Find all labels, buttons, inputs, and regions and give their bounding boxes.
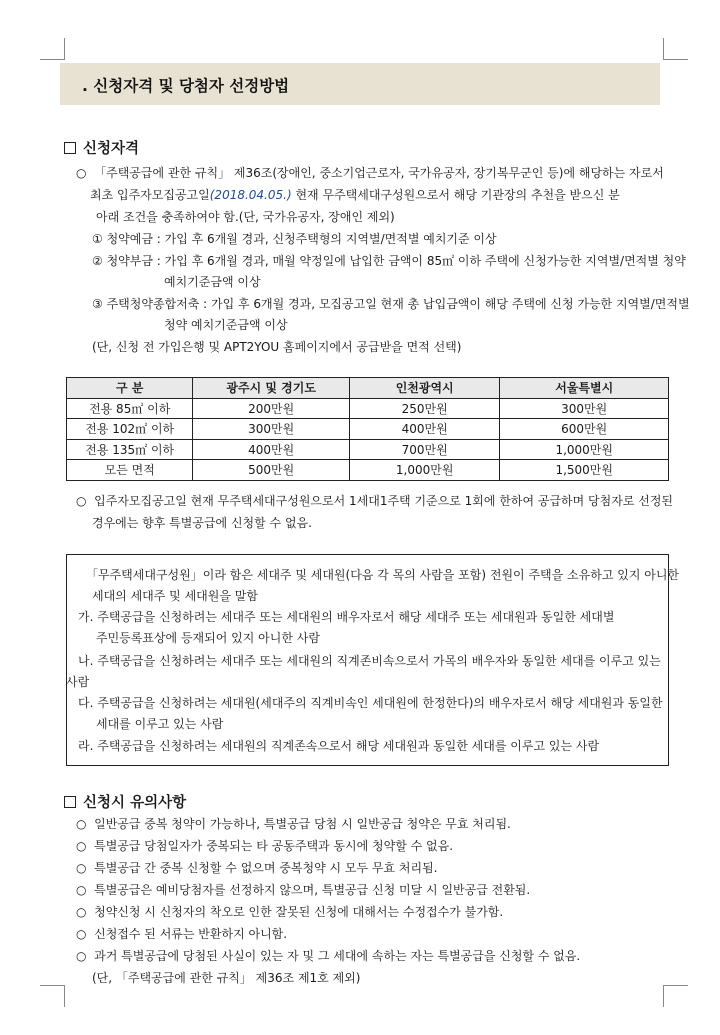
crop-mark-top-right-h — [664, 59, 688, 60]
lead-text: 현재 무주택세대구성원으로서 해당 기관장의 추천을 받으신 분 — [291, 188, 620, 202]
lead-text: 「주택공급에 관한 규칙」 제36조(장애인, 중소기업근로자, 국가유공자, 장기복무군인 등)에 해당하는 자로서 — [94, 166, 664, 180]
circle-bullet-icon: ○ — [76, 166, 87, 180]
condition-2-cont: 예치기준금액 이상 — [164, 275, 261, 289]
lead-line-1 — [76, 164, 664, 181]
announcement-date: (2018.04.05.) — [209, 188, 292, 202]
list-item — [76, 815, 511, 832]
table-cell: 400만원 — [349, 419, 500, 440]
table-cell: 250만원 — [349, 398, 500, 419]
checkbox-square-icon — [64, 142, 76, 154]
section-title-eligibility — [64, 137, 139, 158]
list-item — [76, 837, 453, 854]
after-table-line-1 — [76, 492, 673, 509]
table-cell: 1,000만원 — [500, 439, 669, 460]
definition-line-2: 세대의 세대주 및 세대원을 말함 — [92, 589, 258, 603]
crop-mark-top-right-v — [663, 38, 664, 60]
table-header-cell: 구 분 — [67, 378, 193, 399]
circle-bullet-icon: ○ — [76, 949, 87, 963]
table-row — [67, 460, 669, 481]
list-item-text: 청약신청 시 신청자의 착오로 인한 잘못된 신청에 대해서는 수정접수가 불가함. — [94, 905, 504, 919]
circle-bullet-icon: ○ — [76, 817, 87, 831]
list-item-text: 일반공급 중복 청약이 가능하나, 특별공급 당첨 시 일반공급 청약은 무효 처리됨. — [94, 817, 511, 831]
section-title-text: 신청자격 — [83, 141, 140, 157]
table-row — [67, 398, 669, 419]
definition-da: 다. 주택공급을 신청하려는 세대원(세대주의 직계비속인 세대원에 한정한다)의 배우자로서 해당 세대원과 동일한 — [78, 696, 663, 710]
list-item-text: 신청접수 된 서류는 반환하지 아니함. — [94, 927, 288, 941]
table-cell: 200만원 — [193, 398, 350, 419]
list-item — [76, 903, 503, 920]
table-row — [67, 419, 669, 440]
definition-da-cont: 세대를 이루고 있는 사람 — [96, 717, 224, 731]
table-row — [67, 439, 669, 460]
list-item-text: 과거 특별공급에 당첨된 사실이 있는 자 및 그 세대에 속하는 자는 특별공급을 신청할 수 없음. — [94, 949, 581, 963]
circle-bullet-icon: ○ — [76, 927, 87, 941]
definition-line-1: 「무주택세대구성원」이라 함은 세대주 및 세대원(다음 각 목의 사람을 포함) 전원이 주택을 소유하고 있지 아니한 — [86, 568, 680, 582]
definition-na-cont: 사람 — [66, 675, 90, 689]
table-cell: 모든 면적 — [67, 460, 193, 481]
definition-na: 나. 주택공급을 신청하려는 세대주 또는 세대원의 직계존비속으로서 가목의 배우자와 동일한 세대를 이루고 있는 — [78, 654, 661, 668]
definition-ga-cont: 주민등록표상에 등재되어 있지 아니한 사람 — [96, 631, 320, 645]
crop-mark-bottom-right-v — [663, 985, 664, 1007]
table-header-cell: 인천광역시 — [349, 378, 500, 399]
crop-mark-top-left-h — [40, 59, 64, 60]
table-header-cell: 광주시 및 경기도 — [193, 378, 350, 399]
circle-bullet-icon: ○ — [76, 861, 87, 875]
condition-3-cont: 청약 예치기준금액 이상 — [164, 318, 288, 332]
table-cell: 1,000만원 — [349, 460, 500, 481]
table-header-cell: 서울특별시 — [500, 378, 669, 399]
crop-mark-top-left-v — [64, 38, 65, 60]
table-cell: 전용 85㎡ 이하 — [67, 398, 193, 419]
table-cell: 700만원 — [349, 439, 500, 460]
crop-mark-bottom-right-h — [664, 985, 688, 986]
lead-line-3: 아래 조건을 충족하여야 함.(단, 국가유공자, 장애인 제외) — [96, 210, 395, 224]
table-cell: 전용 102㎡ 이하 — [67, 419, 193, 440]
list-item — [76, 881, 530, 898]
circle-bullet-icon: ○ — [76, 905, 87, 919]
circle-bullet-icon: ○ — [76, 494, 87, 508]
definition-ra: 라. 주택공급을 신청하려는 세대원의 직계존속으로서 해당 세대원과 동일한 세대를 이루고 있는 사람 — [78, 739, 600, 753]
list-item — [76, 859, 437, 876]
table-cell: 400만원 — [193, 439, 350, 460]
section-header-band — [60, 63, 660, 105]
list-item-text: 특별공급은 예비당첨자를 선정하지 않으며, 특별공급 신청 미달 시 일반공급 전환됨. — [94, 883, 531, 897]
list-item — [76, 947, 580, 964]
section-title-notes — [64, 791, 186, 812]
table-header-row — [67, 378, 669, 399]
circle-bullet-icon: ○ — [76, 839, 87, 853]
after-table-line-2: 경우에는 향후 특별공급에 신청할 수 없음. — [92, 516, 312, 530]
list-item-note: (단, 「주택공급에 관한 규칙」 제36조 제1호 제외) — [92, 971, 361, 985]
condition-note: (단, 신청 전 가입은행 및 APT2YOU 홈페이지에서 공급받을 면적 선택) — [92, 340, 462, 354]
table-cell: 300만원 — [193, 419, 350, 440]
list-item — [76, 925, 287, 942]
table-cell: 500만원 — [193, 460, 350, 481]
lead-line-2 — [90, 186, 620, 203]
lead-text: 최초 입주자모집공고일 — [90, 188, 210, 202]
table-cell: 전용 135㎡ 이하 — [67, 439, 193, 460]
condition-1: ① 청약예금 : 가입 후 6개월 경과, 신청주택형의 지역별/면적별 예치기준 이상 — [92, 232, 497, 246]
definition-ga: 가. 주택공급을 신청하려는 세대주 또는 세대원의 배우자로서 해당 세대주 또는 세대원과 동일한 세대별 — [78, 610, 615, 624]
table-cell: 1,500만원 — [500, 460, 669, 481]
list-item-text: 특별공급 당첨일자가 중복되는 타 공동주택과 동시에 청약할 수 없음. — [94, 839, 454, 853]
crop-mark-bottom-left-v — [64, 985, 65, 1007]
crop-mark-bottom-left-h — [40, 985, 64, 986]
condition-2: ② 청약부금 : 가입 후 6개월 경과, 매월 약정일에 납입한 금액이 85㎡ 이하 주택에 신청가능한 지역별/면적별 청약 — [92, 254, 686, 268]
after-table-text: 입주자모집공고일 현재 무주택세대구성원으로서 1세대1주택 기준으로 1회에 한하여 공급하며 당첨자로 선정된 — [94, 494, 674, 508]
list-item-text: 특별공급 간 중복 신청할 수 없으며 중복청약 시 모두 무효 처리됨. — [94, 861, 438, 875]
circle-bullet-icon: ○ — [76, 883, 87, 897]
table-cell: 600만원 — [500, 419, 669, 440]
table-cell: 300만원 — [500, 398, 669, 419]
checkbox-square-icon — [64, 796, 76, 808]
condition-3: ③ 주택청약종합저축 : 가입 후 6개월 경과, 모집공고일 현재 총 납입금액이 해당 주택에 신청 가능한 지역별/면적별 — [92, 297, 690, 311]
section-title-text: 신청시 유의사항 — [83, 795, 187, 811]
deposit-requirement-table — [66, 377, 669, 481]
page-title: . 신청자격 및 당첨자 선정방법 — [82, 77, 290, 95]
